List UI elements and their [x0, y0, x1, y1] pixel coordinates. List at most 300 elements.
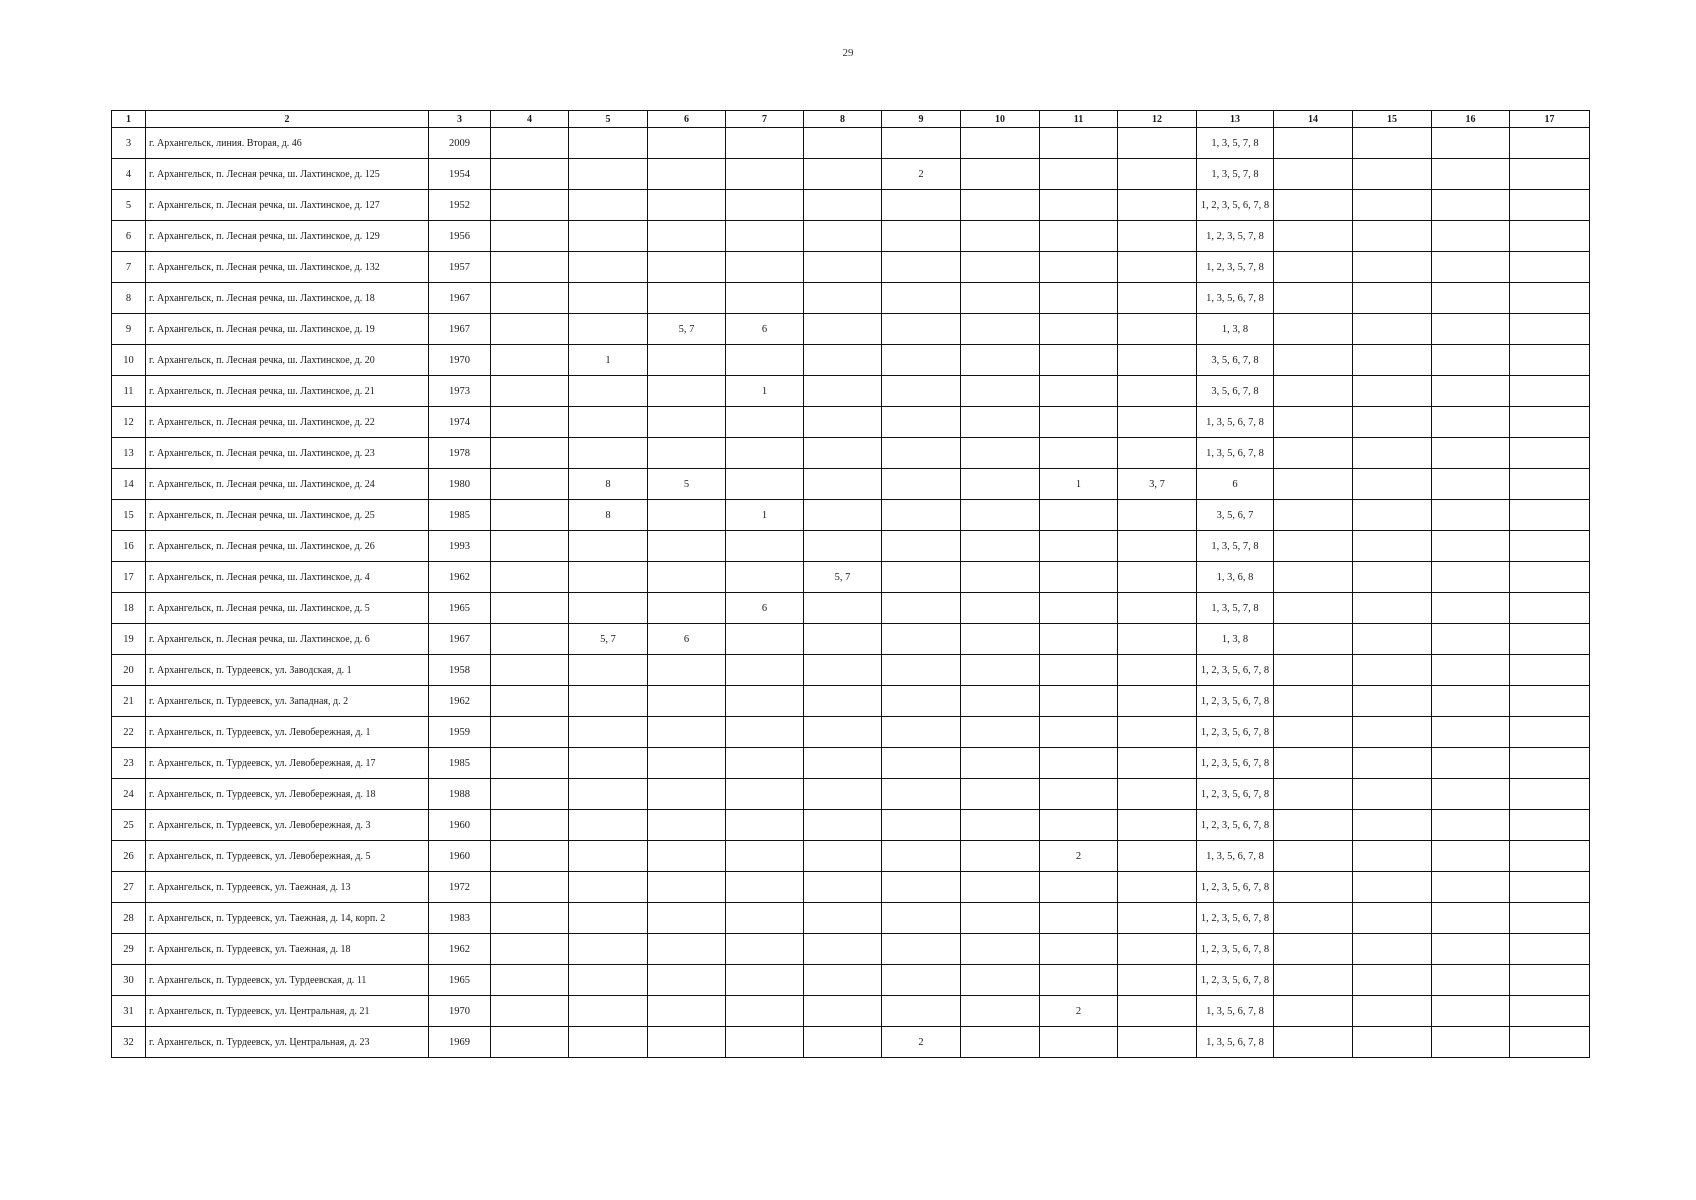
column-13-cell: 1, 2, 3, 5, 6, 7, 8 [1197, 779, 1274, 810]
address-cell: г. Архангельск, п. Лесная речка, ш. Лахтинское, д. 132 [146, 252, 429, 283]
column-14-cell [1274, 686, 1353, 717]
column-7-cell [726, 872, 804, 903]
address-cell: г. Архангельск, п. Турдеевск, ул. Таежная, д. 14, корп. 2 [146, 903, 429, 934]
column-10-cell [961, 376, 1040, 407]
column-15-cell [1353, 593, 1432, 624]
column-16-cell [1432, 221, 1510, 252]
address-cell: г. Архангельск, п. Лесная речка, ш. Лахтинское, д. 129 [146, 221, 429, 252]
column-11-cell [1040, 779, 1118, 810]
column-4-cell [491, 655, 569, 686]
housing-table [111, 110, 1590, 1058]
column-12-cell [1118, 531, 1197, 562]
column-16-cell [1432, 469, 1510, 500]
address-cell: г. Архангельск, п. Турдеевск, ул. Таежная, д. 13 [146, 872, 429, 903]
column-10-cell [961, 779, 1040, 810]
table-row [112, 779, 1590, 810]
column-6-cell [648, 965, 726, 996]
column-14-cell [1274, 810, 1353, 841]
column-9-cell [882, 624, 961, 655]
column-14-cell [1274, 624, 1353, 655]
column-header: 8 [804, 111, 882, 128]
column-17-cell [1510, 128, 1590, 159]
column-5-cell [569, 190, 648, 221]
column-10-cell [961, 128, 1040, 159]
table-row [112, 810, 1590, 841]
column-13-cell: 3, 5, 6, 7 [1197, 500, 1274, 531]
column-10-cell [961, 686, 1040, 717]
column-10-cell [961, 438, 1040, 469]
column-6-cell: 6 [648, 624, 726, 655]
column-7-cell [726, 283, 804, 314]
column-6-cell [648, 221, 726, 252]
column-5-cell [569, 159, 648, 190]
column-6-cell [648, 252, 726, 283]
column-4-cell [491, 469, 569, 500]
column-11-cell [1040, 314, 1118, 345]
column-10-cell [961, 221, 1040, 252]
column-9-cell [882, 252, 961, 283]
column-15-cell [1353, 717, 1432, 748]
address-cell: г. Архангельск, п. Лесная речка, ш. Лахтинское, д. 26 [146, 531, 429, 562]
column-9-cell [882, 934, 961, 965]
column-8-cell [804, 965, 882, 996]
column-16-cell [1432, 748, 1510, 779]
column-16-cell [1432, 686, 1510, 717]
year-cell: 1972 [429, 872, 491, 903]
column-11-cell [1040, 407, 1118, 438]
table-body [112, 128, 1590, 1058]
year-cell: 1960 [429, 810, 491, 841]
column-12-cell [1118, 376, 1197, 407]
column-10-cell [961, 562, 1040, 593]
column-12-cell [1118, 500, 1197, 531]
column-6-cell [648, 1027, 726, 1058]
year-cell: 1983 [429, 903, 491, 934]
column-15-cell [1353, 686, 1432, 717]
column-7-cell [726, 810, 804, 841]
address-cell: г. Архангельск, п. Лесная речка, ш. Лахтинское, д. 22 [146, 407, 429, 438]
column-15-cell [1353, 314, 1432, 345]
column-9-cell [882, 345, 961, 376]
column-11-cell [1040, 438, 1118, 469]
column-header: 7 [726, 111, 804, 128]
column-15-cell [1353, 500, 1432, 531]
column-13-cell: 6 [1197, 469, 1274, 500]
column-6-cell: 5, 7 [648, 314, 726, 345]
year-cell: 1993 [429, 531, 491, 562]
column-8-cell [804, 717, 882, 748]
column-16-cell [1432, 252, 1510, 283]
column-5-cell [569, 314, 648, 345]
column-4-cell [491, 500, 569, 531]
year-cell: 1962 [429, 934, 491, 965]
column-8-cell [804, 283, 882, 314]
column-10-cell [961, 1027, 1040, 1058]
column-6-cell [648, 717, 726, 748]
column-5-cell [569, 252, 648, 283]
column-15-cell [1353, 190, 1432, 221]
row-number-cell: 17 [112, 562, 146, 593]
column-header: 2 [146, 111, 429, 128]
year-cell: 1985 [429, 748, 491, 779]
table-row [112, 283, 1590, 314]
column-15-cell [1353, 872, 1432, 903]
year-cell: 2009 [429, 128, 491, 159]
column-13-cell: 1, 3, 8 [1197, 314, 1274, 345]
column-14-cell [1274, 159, 1353, 190]
column-17-cell [1510, 965, 1590, 996]
column-8-cell [804, 407, 882, 438]
table-row [112, 469, 1590, 500]
column-5-cell [569, 872, 648, 903]
column-15-cell [1353, 128, 1432, 159]
table-row [112, 376, 1590, 407]
column-7-cell [726, 159, 804, 190]
column-9-cell [882, 128, 961, 159]
table-row [112, 252, 1590, 283]
column-8-cell [804, 872, 882, 903]
column-4-cell [491, 810, 569, 841]
column-15-cell [1353, 283, 1432, 314]
column-10-cell [961, 283, 1040, 314]
address-cell: г. Архангельск, п. Турдеевск, ул. Центральная, д. 23 [146, 1027, 429, 1058]
column-11-cell [1040, 283, 1118, 314]
column-14-cell [1274, 965, 1353, 996]
column-17-cell [1510, 438, 1590, 469]
column-7-cell [726, 655, 804, 686]
column-17-cell [1510, 1027, 1590, 1058]
column-16-cell [1432, 655, 1510, 686]
year-cell: 1967 [429, 314, 491, 345]
address-cell: г. Архангельск, линия. Вторая, д. 46 [146, 128, 429, 159]
table-row [112, 159, 1590, 190]
column-5-cell [569, 438, 648, 469]
column-8-cell [804, 221, 882, 252]
column-15-cell [1353, 810, 1432, 841]
column-10-cell [961, 717, 1040, 748]
column-17-cell [1510, 562, 1590, 593]
column-12-cell [1118, 128, 1197, 159]
column-header: 3 [429, 111, 491, 128]
column-header: 15 [1353, 111, 1432, 128]
column-4-cell [491, 407, 569, 438]
column-11-cell: 1 [1040, 469, 1118, 500]
column-8-cell [804, 345, 882, 376]
row-number-cell: 11 [112, 376, 146, 407]
column-9-cell [882, 748, 961, 779]
column-17-cell [1510, 376, 1590, 407]
column-10-cell [961, 159, 1040, 190]
year-cell: 1985 [429, 500, 491, 531]
column-4-cell [491, 872, 569, 903]
address-cell: г. Архангельск, п. Лесная речка, ш. Лахтинское, д. 25 [146, 500, 429, 531]
column-8-cell [804, 128, 882, 159]
column-9-cell [882, 500, 961, 531]
column-7-cell [726, 345, 804, 376]
column-15-cell [1353, 934, 1432, 965]
column-4-cell [491, 686, 569, 717]
table-row [112, 965, 1590, 996]
column-14-cell [1274, 872, 1353, 903]
column-10-cell [961, 469, 1040, 500]
column-13-cell: 1, 3, 5, 7, 8 [1197, 593, 1274, 624]
column-13-cell: 1, 3, 6, 8 [1197, 562, 1274, 593]
row-number-cell: 3 [112, 128, 146, 159]
column-7-cell [726, 841, 804, 872]
column-5-cell: 5, 7 [569, 624, 648, 655]
column-12-cell [1118, 779, 1197, 810]
address-cell: г. Архангельск, п. Турдеевск, ул. Западная, д. 2 [146, 686, 429, 717]
column-17-cell [1510, 903, 1590, 934]
table-row [112, 872, 1590, 903]
row-number-cell: 16 [112, 531, 146, 562]
column-13-cell: 1, 3, 5, 6, 7, 8 [1197, 407, 1274, 438]
column-10-cell [961, 996, 1040, 1027]
column-11-cell [1040, 531, 1118, 562]
column-10-cell [961, 190, 1040, 221]
column-12-cell [1118, 407, 1197, 438]
column-14-cell [1274, 996, 1353, 1027]
column-17-cell [1510, 748, 1590, 779]
table-row [112, 314, 1590, 345]
column-7-cell [726, 469, 804, 500]
address-cell: г. Архангельск, п. Турдеевск, ул. Левобережная, д. 5 [146, 841, 429, 872]
column-12-cell: 3, 7 [1118, 469, 1197, 500]
address-cell: г. Архангельск, п. Турдеевск, ул. Центральная, д. 21 [146, 996, 429, 1027]
column-11-cell [1040, 128, 1118, 159]
year-cell: 1973 [429, 376, 491, 407]
column-header: 10 [961, 111, 1040, 128]
column-17-cell [1510, 717, 1590, 748]
row-number-cell: 10 [112, 345, 146, 376]
table-row [112, 345, 1590, 376]
column-17-cell [1510, 407, 1590, 438]
header-row [112, 111, 1590, 128]
column-12-cell [1118, 593, 1197, 624]
table-row [112, 717, 1590, 748]
column-11-cell [1040, 376, 1118, 407]
column-9-cell [882, 562, 961, 593]
column-6-cell [648, 903, 726, 934]
column-8-cell: 5, 7 [804, 562, 882, 593]
column-8-cell [804, 841, 882, 872]
column-14-cell [1274, 1027, 1353, 1058]
column-14-cell [1274, 779, 1353, 810]
column-7-cell [726, 779, 804, 810]
column-4-cell [491, 562, 569, 593]
column-header: 4 [491, 111, 569, 128]
column-5-cell [569, 903, 648, 934]
column-6-cell [648, 407, 726, 438]
column-10-cell [961, 345, 1040, 376]
table-row [112, 128, 1590, 159]
column-11-cell [1040, 624, 1118, 655]
column-9-cell [882, 686, 961, 717]
column-13-cell: 1, 2, 3, 5, 6, 7, 8 [1197, 686, 1274, 717]
column-6-cell [648, 593, 726, 624]
column-8-cell [804, 314, 882, 345]
column-13-cell: 1, 3, 5, 7, 8 [1197, 159, 1274, 190]
column-8-cell [804, 903, 882, 934]
column-15-cell [1353, 469, 1432, 500]
column-9-cell [882, 655, 961, 686]
column-6-cell [648, 562, 726, 593]
column-6-cell [648, 190, 726, 221]
column-16-cell [1432, 624, 1510, 655]
column-7-cell [726, 407, 804, 438]
year-cell: 1967 [429, 283, 491, 314]
column-15-cell [1353, 841, 1432, 872]
column-4-cell [491, 190, 569, 221]
table-row [112, 1027, 1590, 1058]
column-12-cell [1118, 252, 1197, 283]
column-4-cell [491, 779, 569, 810]
column-15-cell [1353, 965, 1432, 996]
table-row [112, 903, 1590, 934]
column-5-cell [569, 407, 648, 438]
column-7-cell: 6 [726, 314, 804, 345]
column-14-cell [1274, 345, 1353, 376]
column-10-cell [961, 624, 1040, 655]
table-row [112, 221, 1590, 252]
row-number-cell: 29 [112, 934, 146, 965]
column-13-cell: 1, 2, 3, 5, 6, 7, 8 [1197, 810, 1274, 841]
column-4-cell [491, 252, 569, 283]
column-17-cell [1510, 314, 1590, 345]
column-15-cell [1353, 903, 1432, 934]
row-number-cell: 12 [112, 407, 146, 438]
column-header: 5 [569, 111, 648, 128]
column-header: 13 [1197, 111, 1274, 128]
column-6-cell [648, 345, 726, 376]
address-cell: г. Архангельск, п. Лесная речка, ш. Лахтинское, д. 23 [146, 438, 429, 469]
column-14-cell [1274, 562, 1353, 593]
table-row [112, 748, 1590, 779]
column-8-cell [804, 624, 882, 655]
column-17-cell [1510, 252, 1590, 283]
column-13-cell: 1, 3, 5, 7, 8 [1197, 128, 1274, 159]
year-cell: 1962 [429, 562, 491, 593]
column-4-cell [491, 717, 569, 748]
column-14-cell [1274, 438, 1353, 469]
column-5-cell [569, 221, 648, 252]
column-header: 9 [882, 111, 961, 128]
year-cell: 1954 [429, 159, 491, 190]
column-12-cell [1118, 810, 1197, 841]
column-8-cell [804, 376, 882, 407]
column-17-cell [1510, 469, 1590, 500]
year-cell: 1952 [429, 190, 491, 221]
column-12-cell [1118, 283, 1197, 314]
row-number-cell: 7 [112, 252, 146, 283]
column-17-cell [1510, 159, 1590, 190]
row-number-cell: 28 [112, 903, 146, 934]
year-cell: 1956 [429, 221, 491, 252]
column-16-cell [1432, 779, 1510, 810]
table-row [112, 438, 1590, 469]
column-6-cell [648, 128, 726, 159]
column-9-cell [882, 779, 961, 810]
column-14-cell [1274, 221, 1353, 252]
table-row [112, 190, 1590, 221]
column-9-cell [882, 376, 961, 407]
column-11-cell [1040, 345, 1118, 376]
column-8-cell [804, 469, 882, 500]
column-6-cell [648, 996, 726, 1027]
table-row [112, 841, 1590, 872]
column-7-cell [726, 128, 804, 159]
table-row [112, 934, 1590, 965]
column-13-cell: 1, 2, 3, 5, 6, 7, 8 [1197, 655, 1274, 686]
column-12-cell [1118, 1027, 1197, 1058]
year-cell: 1980 [429, 469, 491, 500]
column-15-cell [1353, 562, 1432, 593]
column-16-cell [1432, 1027, 1510, 1058]
column-17-cell [1510, 221, 1590, 252]
row-number-cell: 18 [112, 593, 146, 624]
column-11-cell: 2 [1040, 996, 1118, 1027]
column-16-cell [1432, 562, 1510, 593]
column-11-cell [1040, 872, 1118, 903]
column-header: 14 [1274, 111, 1353, 128]
column-8-cell [804, 438, 882, 469]
column-17-cell [1510, 872, 1590, 903]
column-8-cell [804, 996, 882, 1027]
row-number-cell: 19 [112, 624, 146, 655]
column-16-cell [1432, 376, 1510, 407]
address-cell: г. Архангельск, п. Лесная речка, ш. Лахтинское, д. 24 [146, 469, 429, 500]
column-10-cell [961, 872, 1040, 903]
row-number-cell: 15 [112, 500, 146, 531]
column-13-cell: 1, 3, 5, 6, 7, 8 [1197, 1027, 1274, 1058]
column-6-cell: 5 [648, 469, 726, 500]
column-9-cell [882, 531, 961, 562]
column-12-cell [1118, 624, 1197, 655]
column-6-cell [648, 655, 726, 686]
column-9-cell [882, 872, 961, 903]
address-cell: г. Архангельск, п. Турдеевск, ул. Левобережная, д. 3 [146, 810, 429, 841]
column-6-cell [648, 810, 726, 841]
column-5-cell [569, 1027, 648, 1058]
row-number-cell: 25 [112, 810, 146, 841]
column-8-cell [804, 686, 882, 717]
column-13-cell: 1, 2, 3, 5, 6, 7, 8 [1197, 717, 1274, 748]
row-number-cell: 8 [112, 283, 146, 314]
column-6-cell [648, 686, 726, 717]
column-11-cell [1040, 159, 1118, 190]
column-17-cell [1510, 345, 1590, 376]
column-11-cell [1040, 810, 1118, 841]
column-7-cell [726, 934, 804, 965]
column-11-cell [1040, 903, 1118, 934]
column-16-cell [1432, 593, 1510, 624]
column-13-cell: 1, 2, 3, 5, 6, 7, 8 [1197, 748, 1274, 779]
column-17-cell [1510, 624, 1590, 655]
column-5-cell [569, 748, 648, 779]
column-9-cell: 2 [882, 1027, 961, 1058]
table-row [112, 407, 1590, 438]
column-9-cell [882, 283, 961, 314]
column-7-cell: 6 [726, 593, 804, 624]
column-11-cell: 2 [1040, 841, 1118, 872]
column-8-cell [804, 500, 882, 531]
column-16-cell [1432, 996, 1510, 1027]
address-cell: г. Архангельск, п. Турдеевск, ул. Таежная, д. 18 [146, 934, 429, 965]
column-4-cell [491, 965, 569, 996]
table-row [112, 531, 1590, 562]
column-13-cell: 1, 2, 3, 5, 7, 8 [1197, 221, 1274, 252]
year-cell: 1970 [429, 996, 491, 1027]
